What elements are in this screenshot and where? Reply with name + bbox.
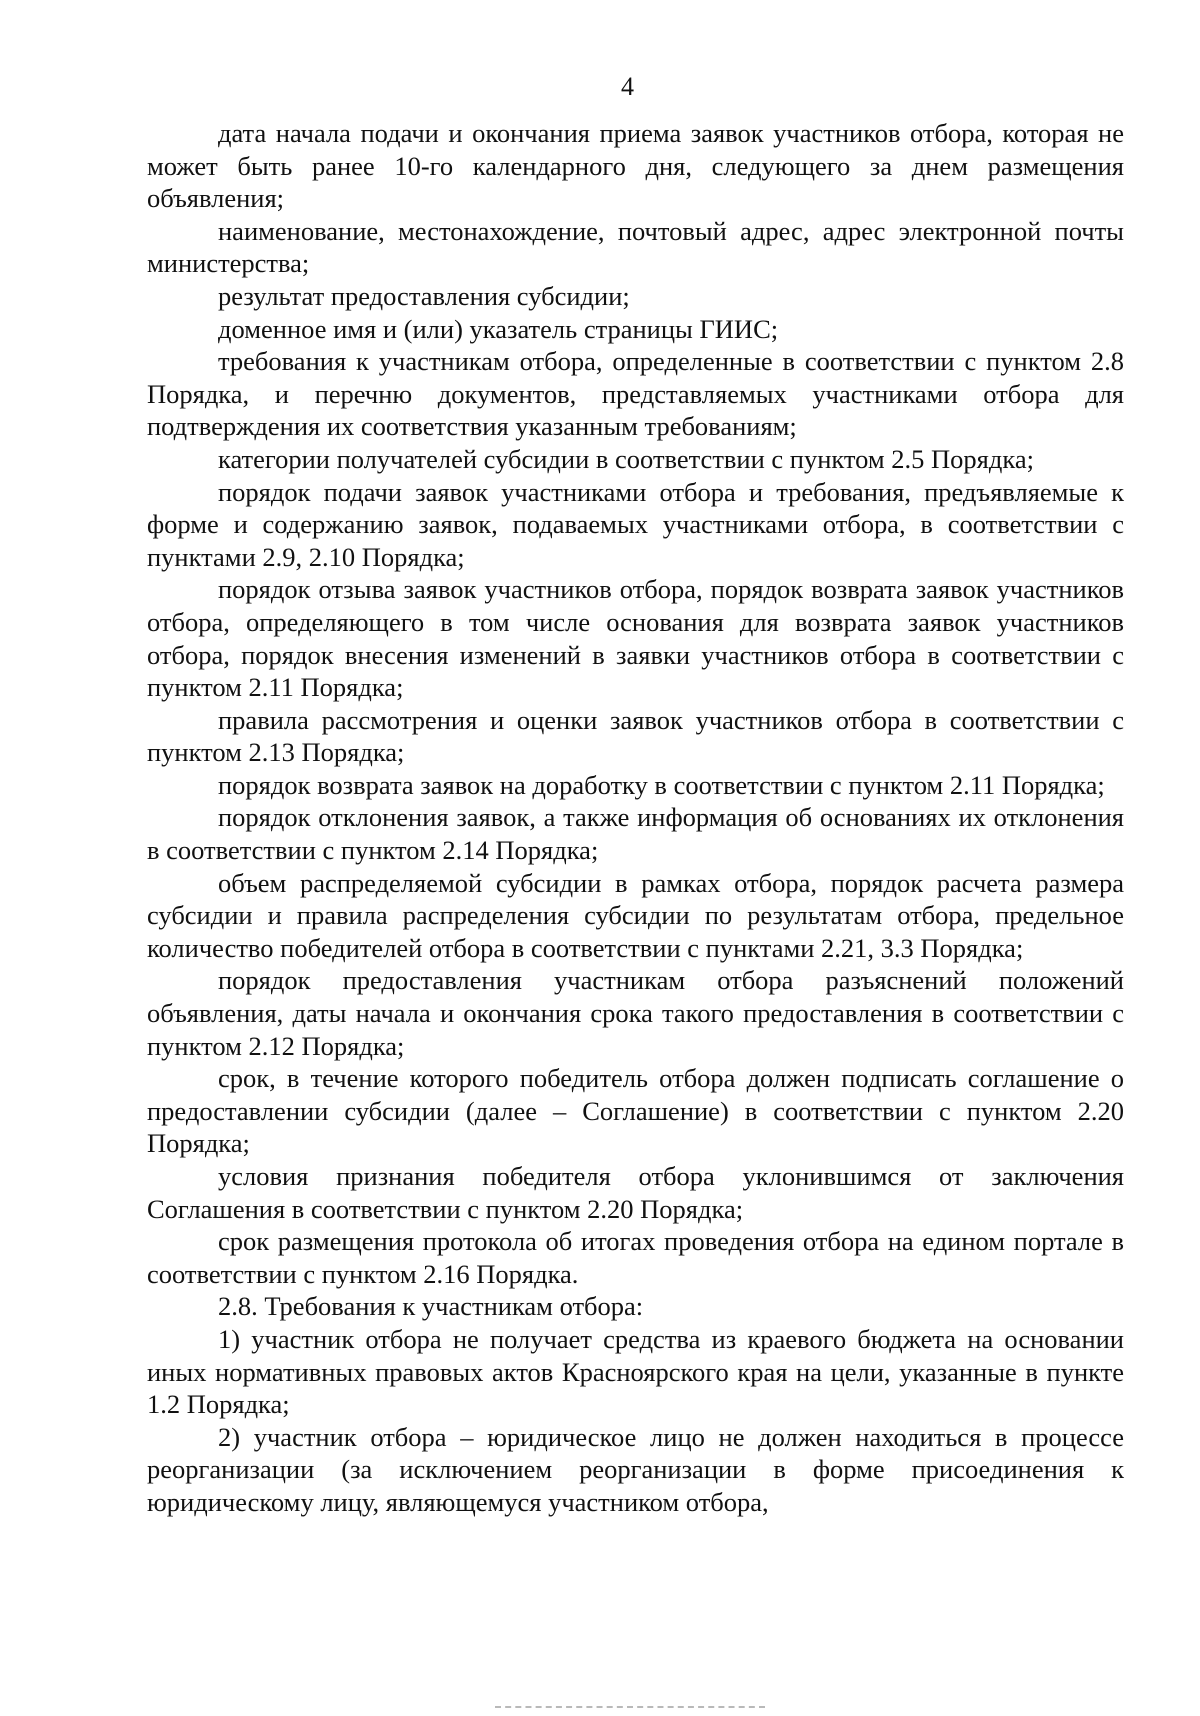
paragraph: срок размещения протокола об итогах проведения отбора на едином портале в соответствии с пунктом 2.16 Порядка. xyxy=(147,1226,1124,1289)
paragraph: порядок отклонения заявок, а также информация об основаниях их отклонения в соответствии с пунктом 2.14 Порядка; xyxy=(147,802,1124,866)
paragraph: порядок возврата заявок на доработку в соответствии с пунктом 2.11 Порядка; xyxy=(218,769,1105,800)
paragraph: правила рассмотрения и оценки заявок участников отбора в соответствии с пунктом 2.13 Порядка; xyxy=(147,704,1124,768)
paragraph: наименование, местонахождение, почтовый адрес, адрес электронной почты министерства; xyxy=(147,215,1124,279)
paragraph: объем распределяемой субсидии в рамках отбора, порядок расчета размера субсидии и правила распределения субсидии по результатам отбора, предельное количество победителей отбора в соответствии с пунктами 2.21, 3.3 Порядка; xyxy=(147,867,1124,963)
scan-artifact-line xyxy=(495,1706,765,1712)
paragraph: результат предоставления субсидии; xyxy=(218,280,630,311)
paragraph: порядок подачи заявок участниками отбора и требования, предъявляемые к форме и содержанию заявок, подаваемых участниками отбора, в соответствии с пунктами 2.9, 2.10 Порядка; xyxy=(147,476,1124,572)
paragraph: срок, в течение которого победитель отбора должен подписать соглашение о предоставлении субсидии (далее – Соглашение) в соответствии с пунктом 2.20 Порядка; xyxy=(147,1063,1124,1159)
paragraph: категории получателей субсидии в соответствии с пунктом 2.5 Порядка; xyxy=(218,443,1034,474)
paragraph: 2) участник отбора – юридическое лицо не должен находиться в процессе реорганизации (за исключением реорганизации в форме присоединения к юридическому лицу, являющемуся участником отбора, xyxy=(147,1421,1124,1517)
paragraph: 1) участник отбора не получает средства из краевого бюджета на основании иных нормативных правовых актов Красноярского края на цели, указанные в пункте 1.2 Порядка; xyxy=(147,1323,1124,1420)
paragraph: доменное имя и (или) указатель страницы ГИИС; xyxy=(218,313,779,344)
paragraph: дата начала подачи и окончания приема заявок участников отбора, которая не может быть ранее 10-го календарного дня, следующего за днем размещения объявления; xyxy=(147,118,1124,214)
paragraph: требования к участникам отбора, определенные в соответствии с пунктом 2.8 Порядка, и перечню документов, представляемых участниками отбора для подтверждения их соответствия указанным требованиям; xyxy=(147,346,1124,442)
paragraph: порядок отзыва заявок участников отбора, порядок возврата заявок участников отбора, определяющего в том числе основания для возврата заявок участников отбора, порядок внесения изменений в заявки участников отбора в соответствии с пунктом 2.11 Порядка; xyxy=(147,574,1124,703)
document-body xyxy=(147,117,1124,1519)
paragraph: порядок предоставления участникам отбора разъяснений положений объявления, даты начала и окончания срока такого предоставления в соответствии с пунктом 2.12 Порядка; xyxy=(147,965,1124,1061)
section-heading: 2.8. Требования к участникам отбора: xyxy=(218,1291,644,1322)
paragraph: условия признания победителя отбора уклонившимся от заключения Соглашения в соответствии с пунктом 2.20 Порядка; xyxy=(147,1161,1124,1224)
page-number: 4 xyxy=(621,72,634,101)
